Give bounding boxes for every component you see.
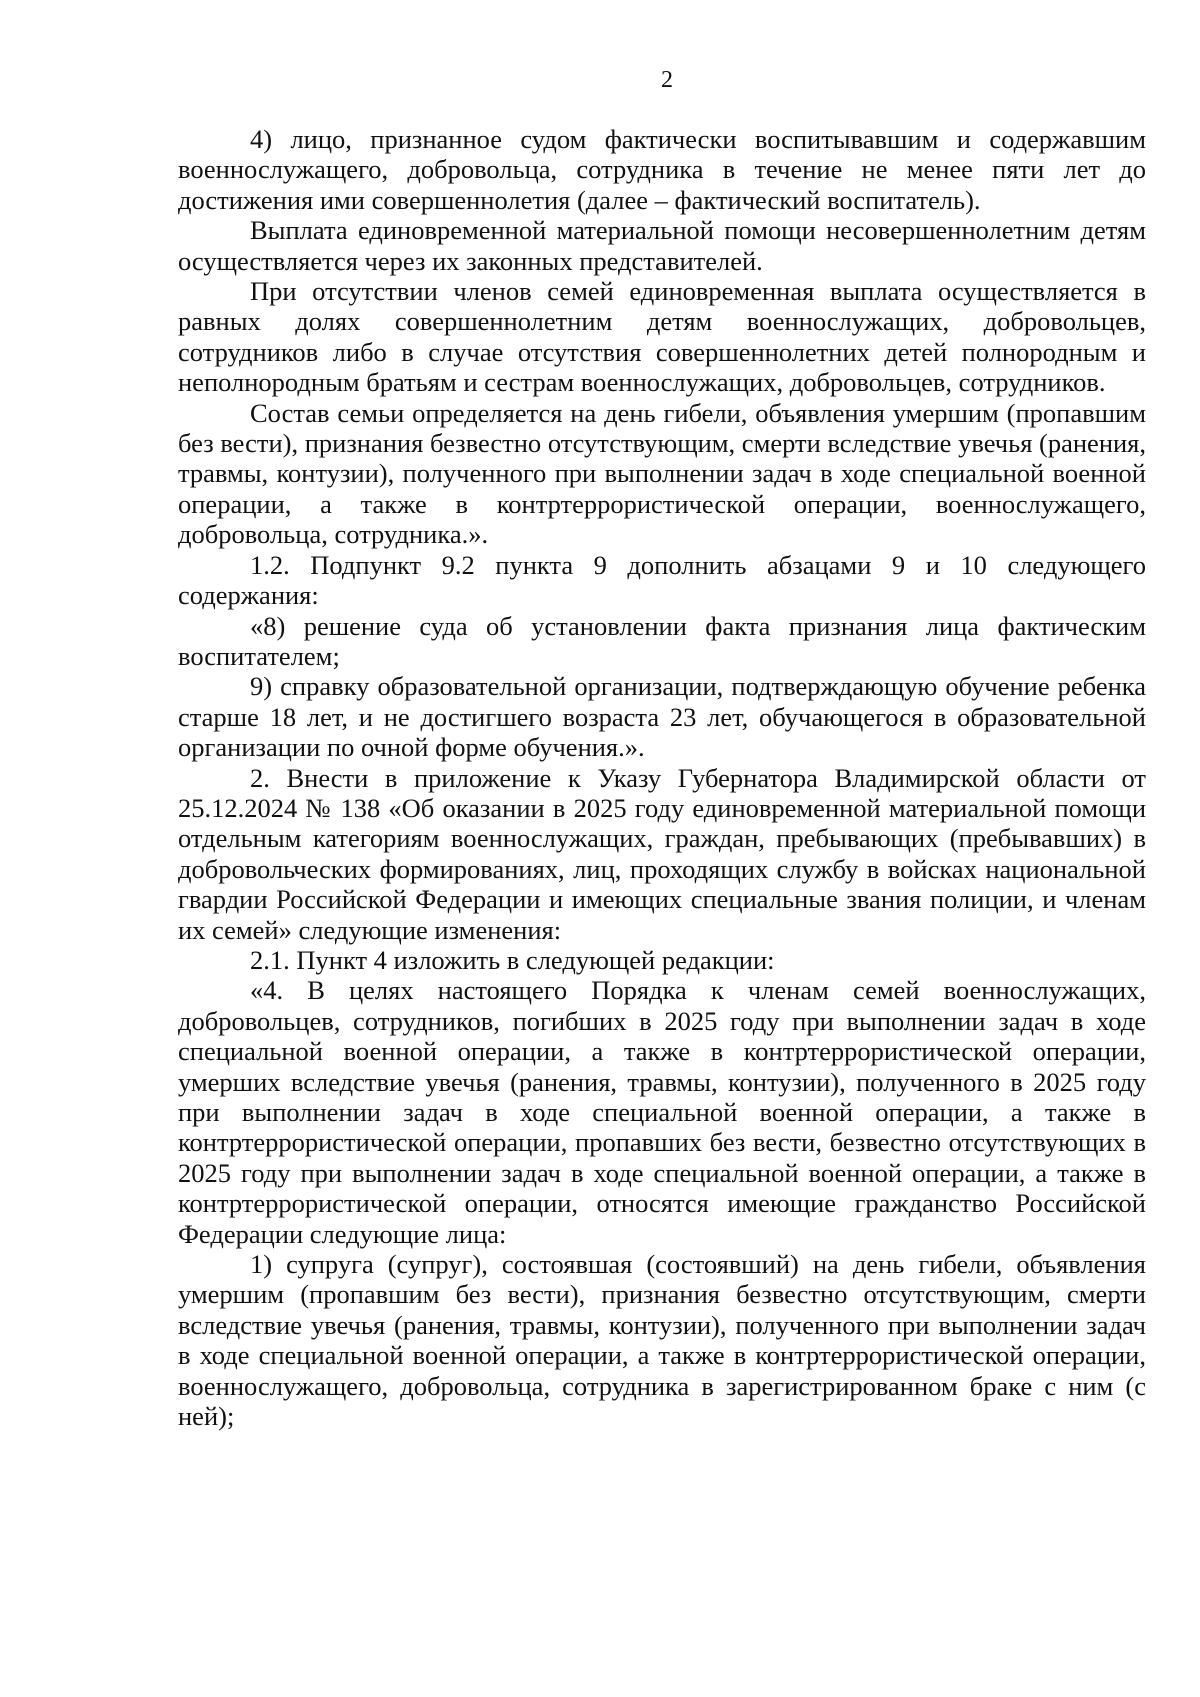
paragraph-minor-payment: Выплата единовременной материальной помощи несовершеннолетним детям осуществляется через их законных представителей. <box>178 215 1146 276</box>
paragraph-clause-2-1: 2.1. Пункт 4 изложить в следующей редакции: <box>250 944 775 975</box>
page-number: 2 <box>661 67 673 93</box>
paragraph-spouse: 1) супруга (супруг), состоявшая (состоявший) на день гибели, объявления умершим (пропавшим без вести), признания безвестно отсутствующим, смерти вследствие увечья (ранения, травмы, контузии), полученного при выполнении задач в ходе специальной военной операции, а также в контртеррористической операции, военнослужащего, добровольца, сотрудника в зарегистрированном браке с ним (с ней); <box>178 1249 1146 1432</box>
paragraph-subclause-1-2: 1.2. Подпункт 9.2 пункта 9 дополнить абзацами 9 и 10 следующего содержания: <box>178 549 1146 611</box>
paragraph-no-family-members: При отсутствии членов семей единовременная выплата осуществляется в равных долях совершеннолетним детям военнослужащих, добровольцев, сотрудников либо в случае отсутствия совершеннолетних детей полнородным и неполнородным братьям и сестрам военнослужащих, добровольцев, сотрудников. <box>178 276 1146 398</box>
document-body <box>178 124 1146 1431</box>
paragraph-clause-2: 2. Внести в приложение к Указу Губернатора Владимирской области от 25.12.2024 № 138 «Об оказании в 2025 году единовременной материальной помощи отдельным категориям военнослужащих, граждан, пребывающих (пребывавших) в добровольческих формированиях, лиц, проходящих службу в войсках национальной гвардии Российской Федерации и имеющих специальные звания полиции, и членам их семей» следующие изменения: <box>178 762 1146 945</box>
paragraph-item-9: 9) справку образовательной организации, подтверждающую обучение ребенка старше 18 лет, и не достигшего возраста 23 лет, обучающегося в образовательной организации по очной форме обучения.». <box>178 671 1146 763</box>
paragraph-actual-guardian: 4) лицо, признанное судом фактически воспитывавшим и содержавшим военнослужащего, добровольца, сотрудника в течение не менее пяти лет до достижения ими совершеннолетия (далее – фактический воспитатель). <box>178 124 1146 215</box>
paragraph-family-composition: Состав семьи определяется на день гибели, объявления умершим (пропавшим без вести), признания безвестно отсутствующим, смерти вследствие увечья (ранения, травмы, контузии), полученного при выполнении задач в ходе специальной военной операции, а также в контртеррористической операции, военнослужащего, добровольца, сотрудника.». <box>178 397 1146 550</box>
paragraph-item-8: «8) решение суда об установлении факта признания лица фактическим воспитателем; <box>178 610 1146 671</box>
paragraph-point-4: «4. В целях настоящего Порядка к членам семей военнослужащих, добровольцев, сотрудников, погибших в 2025 году при выполнении задач в ходе специальной военной операции, а также в контртеррористической операции, умерших вследствие увечья (ранения, травмы, контузии), полученного в 2025 году при выполнении задач в ходе специальной военной операции, а также в контртеррористической операции, пропавших без вести, безвестно отсутствующих в 2025 году при выполнении задач в ходе специальной военной операции, а также в контртеррористической операции, относятся имеющие гражданство Российской Федерации следующие лица: <box>178 975 1146 1249</box>
